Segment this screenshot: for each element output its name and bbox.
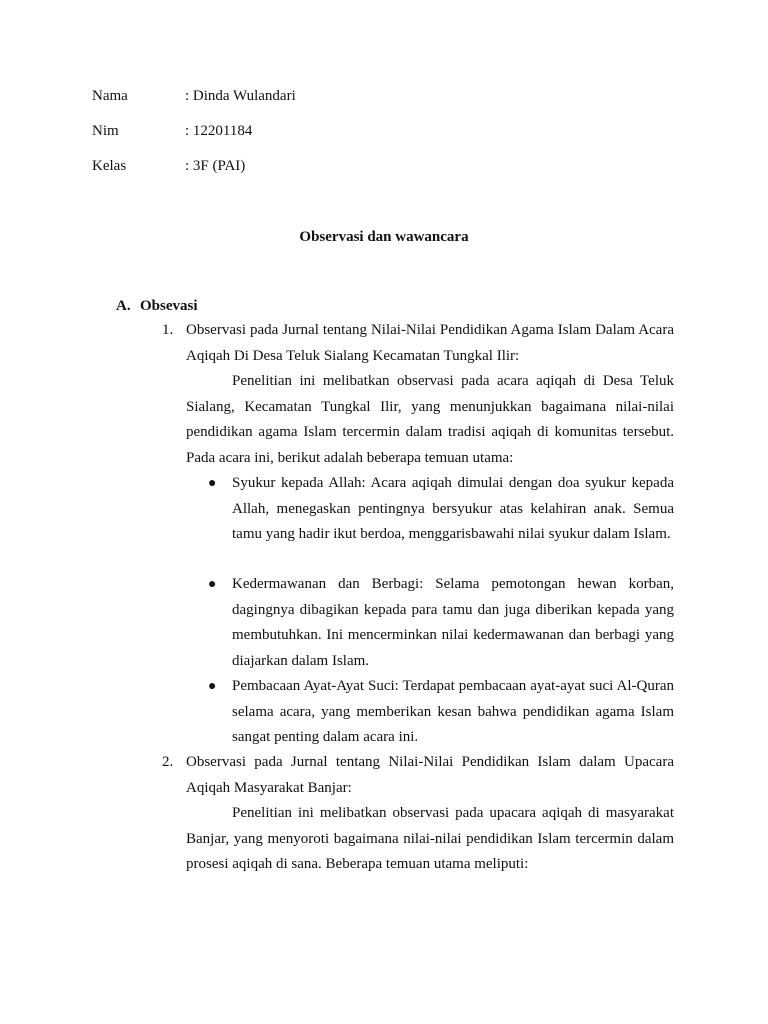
item-1-bullet-2: Kedermawanan dan Berbagi: Selama pemotongan hewan korban, dagingnya dibagikan kepada para tamu dan juga diberikan kepada yang membutuhkan. Ini mencerminkan nilai kedermawanan dan berbagi yang diajarkan dalam Islam. <box>232 576 674 669</box>
nim-label: Nim <box>92 123 119 139</box>
section-title: Obsevasi <box>140 298 198 314</box>
section-letter: A. <box>116 298 131 314</box>
item-1-title: Observasi pada Jurnal tentang Nilai-Nilai Pendidikan Agama Islam Dalam Acara Aqiqah Di Desa Teluk Sialang Kecamatan Tungkal Ilir: <box>186 322 674 364</box>
item-1-number: 1. <box>162 322 174 338</box>
item-1-bullet-3: Pembacaan Ayat-Ayat Suci: Terdapat pembacaan ayat-ayat suci Al-Quran selama acara, yang memberikan kesan bahwa pendidikan agama Islam sangat penting dalam acara ini. <box>232 678 674 745</box>
nim-value: : 12201184 <box>185 123 253 139</box>
kelas-label: Kelas <box>92 158 127 174</box>
kelas-value: : 3F (PAI) <box>185 158 246 174</box>
item-2-title: Observasi pada Jurnal tentang Nilai-Nilai Pendidikan Islam dalam Upacara Aqiqah Masyarakat Banjar: <box>186 754 674 796</box>
document-title: Observasi dan wawancara <box>299 229 469 245</box>
section-a-heading <box>116 296 198 316</box>
item-1-intro: Penelitian ini melibatkan observasi pada acara aqiqah di Desa Teluk Sialang, Kecamatan Tungkal Ilir, yang menunjukkan bagaimana nilai-nilai pendidikan agama Islam tercermin dalam tradisi aqiqah di komunitas tersebut. Pada acara ini, berikut adalah beberapa temuan utama: <box>186 373 674 466</box>
item-2-number: 2. <box>162 754 174 770</box>
bullet-icon: ● <box>208 679 217 694</box>
nama-label: Nama <box>92 88 128 104</box>
bullet-icon: ● <box>208 577 217 592</box>
item-1-bullet-1: Syukur kepada Allah: Acara aqiqah dimulai dengan doa syukur kepada Allah, menegaskan pentingnya bersyukur atas kelahiran anak. Semua tamu yang hadir ikut berdoa, menggarisbawahi nilai syukur dalam Islam. <box>232 475 674 542</box>
item-2-intro: Penelitian ini melibatkan observasi pada upacara aqiqah di masyarakat Banjar, yang menyoroti bagaimana nilai-nilai pendidikan Islam tercermin dalam prosesi aqiqah di sana. Beberapa temuan utama meliputi: <box>186 805 674 872</box>
nama-value: : Dinda Wulandari <box>185 88 296 104</box>
bullet-icon: ● <box>208 476 217 491</box>
